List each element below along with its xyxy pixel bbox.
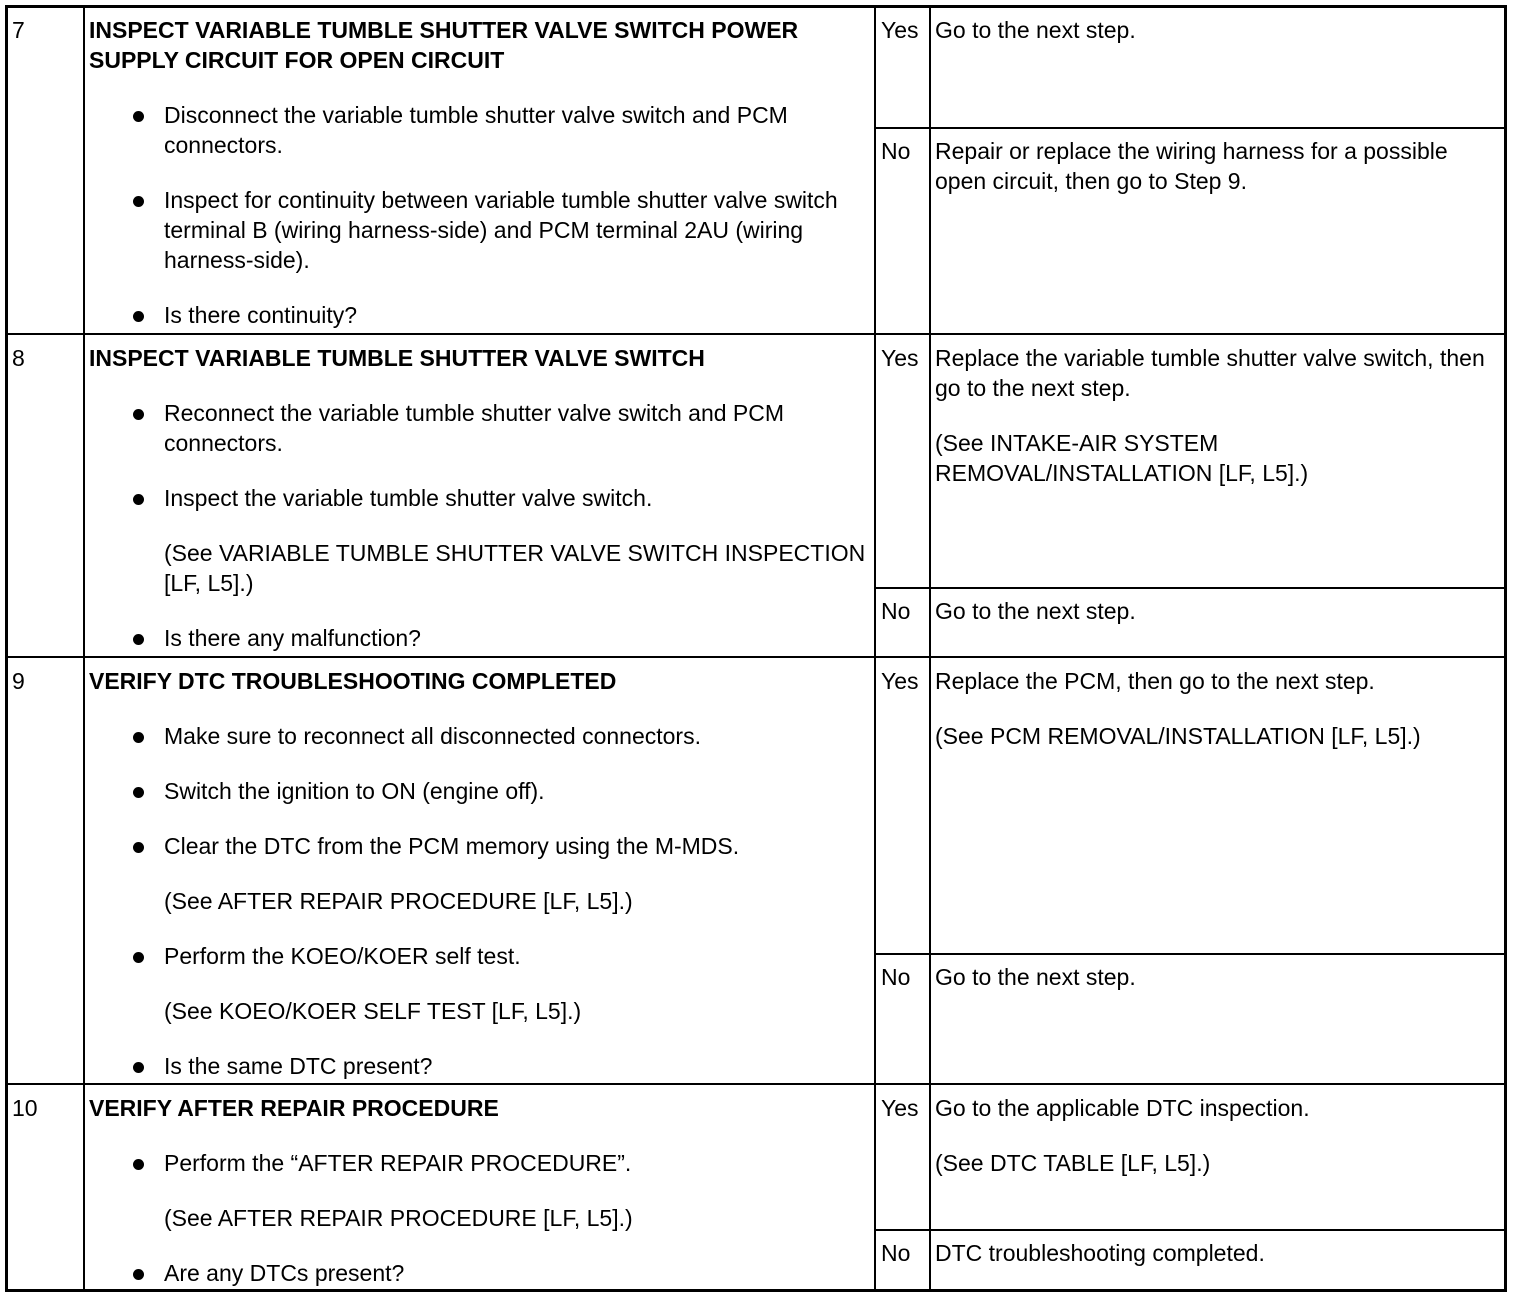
no-label: No (881, 964, 911, 990)
list-item: Is there continuity? (89, 300, 869, 330)
yes-label: Yes (881, 17, 919, 43)
step-details (89, 15, 869, 330)
procedure-table (5, 5, 1507, 1292)
no-action (935, 962, 1501, 992)
list-item: Are any DTCs present? (89, 1258, 869, 1288)
no-action (935, 596, 1501, 626)
yes-label: Yes (881, 668, 919, 694)
reference-note: (See AFTER REPAIR PROCEDURE [LF, L5].) (164, 888, 633, 914)
table-row (8, 8, 1504, 333)
yes-action (935, 666, 1501, 751)
step-title: VERIFY AFTER REPAIR PROCEDURE (89, 1095, 499, 1121)
action-text: Go to the applicable DTC inspection. (935, 1095, 1310, 1121)
action-text: Go to the next step. (935, 964, 1136, 990)
no-label: No (881, 1240, 911, 1266)
action-text: Replace the PCM, then go to the next step. (935, 668, 1375, 694)
yes-action (935, 343, 1501, 488)
list-item: Reconnect the variable tumble shutter valve switch and PCM connectors. (89, 398, 869, 458)
yes-action (935, 1093, 1501, 1178)
action-reference: (See DTC TABLE [LF, L5].) (935, 1150, 1211, 1176)
no-action (935, 1238, 1501, 1268)
table-row (8, 333, 1504, 656)
yes-label: Yes (881, 345, 919, 371)
step-number: 10 (12, 1095, 38, 1121)
step-details (89, 1093, 869, 1288)
no-action (935, 136, 1501, 196)
table-grid (8, 8, 1504, 1289)
step-details (89, 666, 869, 1081)
list-item: Switch the ignition to ON (engine off). (89, 776, 869, 806)
action-text: Repair or replace the wiring harness for a possible open circuit, then go to Step 9. (935, 138, 1448, 194)
table-row (8, 1083, 1504, 1289)
step-number: 9 (12, 668, 25, 694)
action-text: DTC troubleshooting completed. (935, 1240, 1265, 1266)
reference-note: (See KOEO/KOER SELF TEST [LF, L5].) (164, 998, 582, 1024)
action-reference: (See INTAKE-AIR SYSTEM REMOVAL/INSTALLATION [LF, L5].) (935, 430, 1309, 486)
list-item: Clear the DTC from the PCM memory using the M-MDS. (89, 831, 869, 861)
step-details (89, 343, 869, 653)
reference-note: (See VARIABLE TUMBLE SHUTTER VALVE SWITCH INSPECTION [LF, L5].) (164, 540, 866, 596)
list-item: Inspect the variable tumble shutter valve switch. (89, 483, 869, 513)
step-number: 8 (12, 345, 25, 371)
action-text: Go to the next step. (935, 598, 1136, 624)
list-item: Is the same DTC present? (89, 1051, 869, 1081)
step-title: INSPECT VARIABLE TUMBLE SHUTTER VALVE SWITCH POWER SUPPLY CIRCUIT FOR OPEN CIRCUIT (89, 17, 799, 73)
step-title: VERIFY DTC TROUBLESHOOTING COMPLETED (89, 668, 617, 694)
no-label: No (881, 138, 911, 164)
step-title: INSPECT VARIABLE TUMBLE SHUTTER VALVE SWITCH (89, 345, 705, 371)
action-text: Go to the next step. (935, 17, 1136, 43)
no-label: No (881, 598, 911, 624)
list-item: Inspect for continuity between variable tumble shutter valve switch terminal B (wiring harness-side) and PCM terminal 2AU (wiring harness-side). (89, 185, 869, 275)
list-item: Is there any malfunction? (89, 623, 869, 653)
action-text: Replace the variable tumble shutter valve switch, then go to the next step. (935, 345, 1485, 401)
yes-label: Yes (881, 1095, 919, 1121)
reference-note: (See AFTER REPAIR PROCEDURE [LF, L5].) (164, 1205, 633, 1231)
list-item: Make sure to reconnect all disconnected connectors. (89, 721, 869, 751)
table-row (8, 656, 1504, 1083)
list-item: Perform the KOEO/KOER self test. (89, 941, 869, 971)
step-number: 7 (12, 17, 25, 43)
list-item: Disconnect the variable tumble shutter valve switch and PCM connectors. (89, 100, 869, 160)
action-reference: (See PCM REMOVAL/INSTALLATION [LF, L5].) (935, 723, 1421, 749)
yes-action (935, 15, 1501, 45)
list-item: Perform the “AFTER REPAIR PROCEDURE”. (89, 1148, 869, 1178)
